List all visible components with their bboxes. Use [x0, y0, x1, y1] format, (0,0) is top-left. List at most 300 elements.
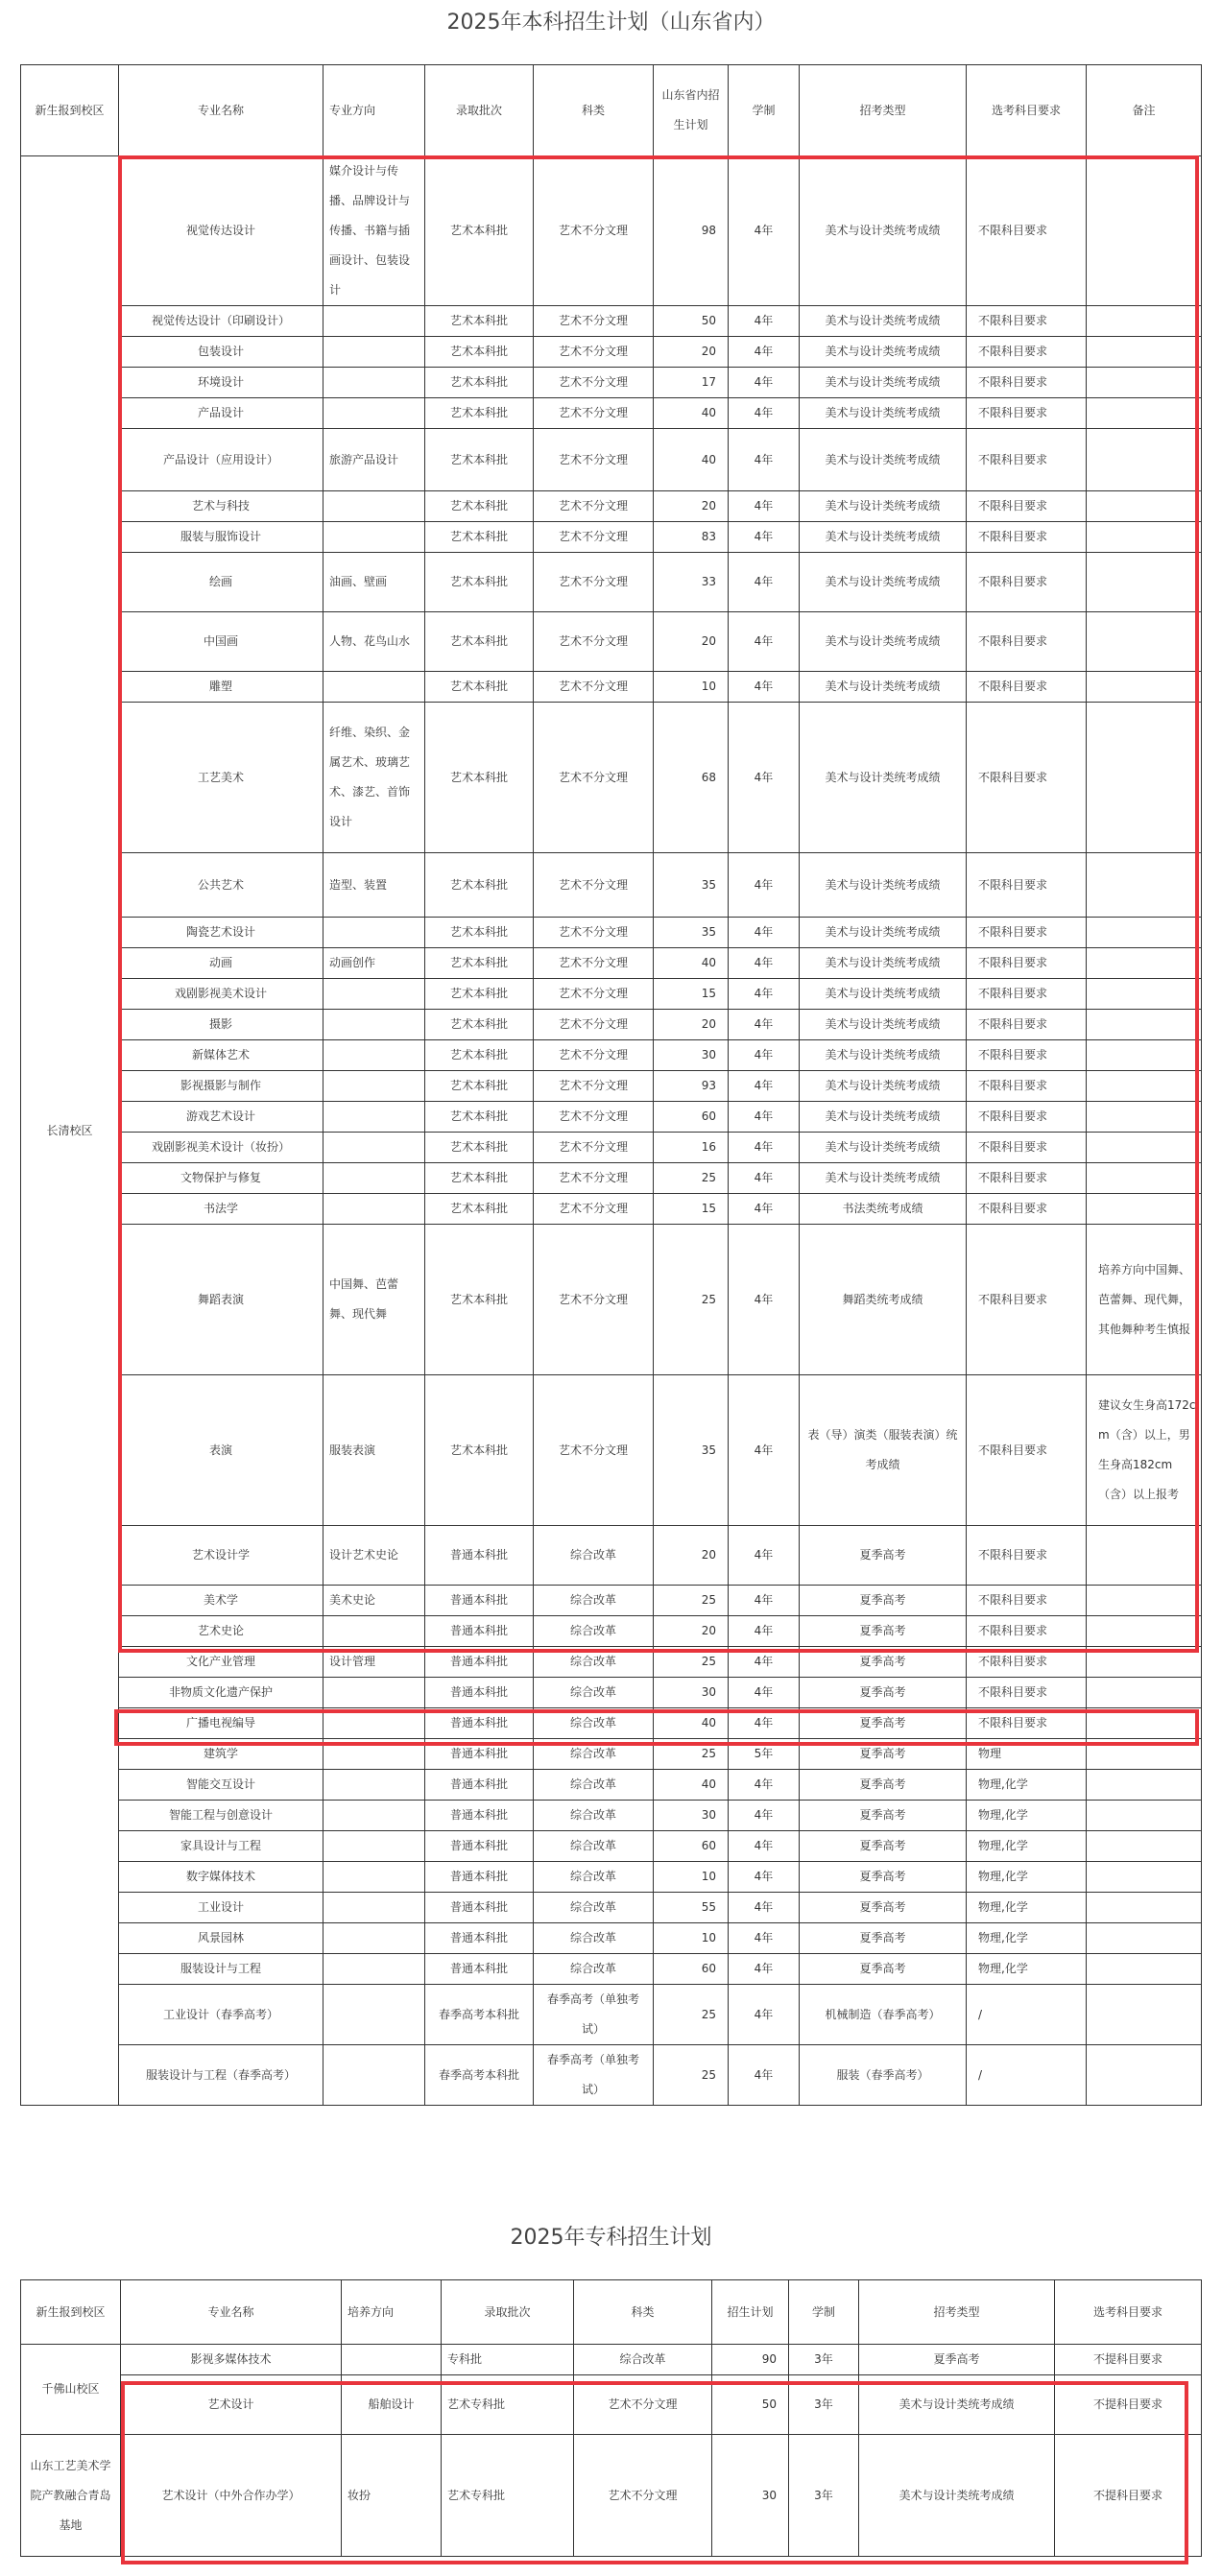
table-cell	[323, 1770, 425, 1801]
table-cell: 不限科目要求	[967, 672, 1087, 703]
table-cell: 艺术不分文理	[574, 2435, 712, 2557]
table-cell: 普通本科批	[425, 1954, 534, 1985]
table-cell: 艺术不分文理	[534, 1163, 654, 1194]
table-row	[21, 2435, 1202, 2557]
table-cell: 综合改革	[534, 1893, 654, 1923]
table-cell	[1087, 156, 1202, 306]
table-cell: 美术与设计类统考成绩	[800, 368, 967, 398]
table-cell: 建议女生身高172cm（含）以上，男生身高182cm（含）以上报考	[1087, 1375, 1202, 1526]
table-cell	[1087, 1071, 1202, 1102]
table-cell: 美术与设计类统考成绩	[800, 398, 967, 429]
table-cell: 4年	[729, 1375, 800, 1526]
table-cell: 综合改革	[534, 1616, 654, 1647]
table-cell: 雕塑	[119, 672, 323, 703]
table-cell: 艺术专科批	[442, 2435, 574, 2557]
table-cell: 不限科目要求	[967, 1647, 1087, 1678]
table-cell: 家具设计与工程	[119, 1831, 323, 1862]
table-cell: 夏季高考	[800, 1586, 967, 1616]
table-cell: 物理,化学	[967, 1923, 1087, 1954]
table-cell: 艺术不分文理	[534, 306, 654, 337]
table-cell: 夏季高考	[800, 1831, 967, 1862]
table-cell	[1087, 1194, 1202, 1225]
table-cell: 人物、花鸟山水	[323, 612, 425, 672]
table-cell: 美术学	[119, 1586, 323, 1616]
table-cell	[1087, 553, 1202, 612]
table-header-row	[21, 65, 1202, 156]
table-cell	[323, 672, 425, 703]
table-cell: 文物保护与修复	[119, 1163, 323, 1194]
table-cell: 美术与设计类统考成绩	[800, 1163, 967, 1194]
table-row	[21, 1133, 1202, 1163]
section-title: 2025年专科招生计划	[510, 2226, 712, 2250]
table-cell: 综合改革	[534, 1831, 654, 1862]
table-cell: 20	[654, 1010, 729, 1040]
table-cell: 不限科目要求	[967, 398, 1087, 429]
table-cell	[1087, 703, 1202, 853]
table-cell: 不限科目要求	[967, 1616, 1087, 1647]
table-cell: 不限科目要求	[967, 337, 1087, 368]
table-cell: 非物质文化遗产保护	[119, 1678, 323, 1708]
table-cell: 5年	[729, 1739, 800, 1770]
table-cell: 10	[654, 1862, 729, 1893]
table-cell: 夏季高考	[800, 1893, 967, 1923]
table-cell: 艺术本科批	[425, 703, 534, 853]
table-cell	[323, 398, 425, 429]
table-cell: 艺术本科批	[425, 1225, 534, 1375]
table-cell: 40	[654, 398, 729, 429]
table-row	[21, 1010, 1202, 1040]
header-cell: 学制	[789, 2280, 859, 2345]
table-cell: 产品设计	[119, 398, 323, 429]
table-cell: 培养方向中国舞、芭蕾舞、现代舞，其他舞种考生慎报	[1087, 1225, 1202, 1375]
table-cell: 美术与设计类统考成绩	[800, 948, 967, 979]
table-cell: 艺术设计	[121, 2375, 342, 2435]
table-cell: 普通本科批	[425, 1831, 534, 1862]
header-cell: 专业名称	[119, 65, 323, 156]
table-cell: 不限科目要求	[967, 368, 1087, 398]
table-cell: 40	[654, 1708, 729, 1739]
header-cell: 学制	[729, 65, 800, 156]
table-cell: 4年	[729, 979, 800, 1010]
table-cell	[323, 1954, 425, 1985]
table-cell: 4年	[729, 491, 800, 522]
table-cell: 不限科目要求	[967, 1194, 1087, 1225]
table-cell: 美术与设计类统考成绩	[800, 672, 967, 703]
table-cell: 20	[654, 491, 729, 522]
table-cell	[1087, 306, 1202, 337]
table-cell: 油画、壁画	[323, 553, 425, 612]
table-cell: 美术与设计类统考成绩	[800, 553, 967, 612]
table-cell	[323, 1831, 425, 1862]
table-cell	[1087, 429, 1202, 491]
table-cell: 4年	[729, 1893, 800, 1923]
table-cell: 数字媒体技术	[119, 1862, 323, 1893]
table-cell: 60	[654, 1102, 729, 1133]
table-cell	[1087, 1801, 1202, 1831]
table-cell: 美术与设计类统考成绩	[859, 2435, 1055, 2557]
table-cell: 10	[654, 1923, 729, 1954]
table-cell	[323, 306, 425, 337]
table-cell: 艺术本科批	[425, 306, 534, 337]
table-cell: 35	[654, 918, 729, 948]
junior-college-plan-table	[20, 2279, 1202, 2557]
table-row	[21, 491, 1202, 522]
table-cell: 动画创作	[323, 948, 425, 979]
table-cell: 舞蹈表演	[119, 1225, 323, 1375]
table-cell	[323, 2045, 425, 2106]
table-cell: 影视多媒体技术	[121, 2345, 342, 2375]
undergrad-plan-table	[20, 64, 1202, 2106]
table-row	[21, 2375, 1202, 2435]
table-cell: 普通本科批	[425, 1770, 534, 1801]
table-cell	[1087, 1102, 1202, 1133]
table-cell: 艺术与科技	[119, 491, 323, 522]
table-cell	[1087, 979, 1202, 1010]
table-row	[21, 1770, 1202, 1801]
table-row	[21, 1893, 1202, 1923]
table-cell	[1087, 1985, 1202, 2045]
table-cell: 艺术不分文理	[534, 156, 654, 306]
table-cell: 春季高考（单独考试）	[534, 2045, 654, 2106]
table-cell: 4年	[729, 1194, 800, 1225]
table-cell: 25	[654, 2045, 729, 2106]
table-cell: 夏季高考	[800, 1526, 967, 1586]
table-row	[21, 553, 1202, 612]
table-cell: 专科批	[442, 2345, 574, 2375]
table-row	[21, 1225, 1202, 1375]
table-cell: 普通本科批	[425, 1586, 534, 1616]
table-cell: 不限科目要求	[967, 1708, 1087, 1739]
table-cell: 30	[654, 1801, 729, 1831]
table-row	[21, 1985, 1202, 2045]
table-cell: 美术与设计类统考成绩	[800, 918, 967, 948]
table-cell: 摄影	[119, 1010, 323, 1040]
table-cell: 15	[654, 1194, 729, 1225]
table-cell: 4年	[729, 1102, 800, 1133]
table-cell: 物理,化学	[967, 1893, 1087, 1923]
table-cell: 艺术史论	[119, 1616, 323, 1647]
table-cell: 艺术不分文理	[534, 491, 654, 522]
table-cell: 春季高考本科批	[425, 1985, 534, 2045]
table-cell: 4年	[729, 522, 800, 553]
table-cell: 艺术不分文理	[534, 672, 654, 703]
table-row	[21, 2345, 1202, 2375]
table-cell: /	[967, 2045, 1087, 2106]
table-cell: 妆扮	[342, 2435, 442, 2557]
table-cell: 夏季高考	[800, 1923, 967, 1954]
table-row	[21, 1708, 1202, 1739]
table-cell: 普通本科批	[425, 1739, 534, 1770]
table-cell: 68	[654, 703, 729, 853]
table-cell: 工业设计（春季高考）	[119, 1985, 323, 2045]
table-cell	[1087, 368, 1202, 398]
table-cell	[323, 1194, 425, 1225]
table-cell: 艺术不分文理	[534, 948, 654, 979]
table-cell: 艺术本科批	[425, 398, 534, 429]
table-cell: 艺术本科批	[425, 1102, 534, 1133]
table-row	[21, 1616, 1202, 1647]
table-cell: 艺术不分文理	[534, 553, 654, 612]
header-cell: 招考类型	[800, 65, 967, 156]
table-cell: 4年	[729, 306, 800, 337]
table-cell: 视觉传达设计（印刷设计）	[119, 306, 323, 337]
table-cell: 艺术不分文理	[534, 368, 654, 398]
table-cell: 不限科目要求	[967, 156, 1087, 306]
table-cell: 夏季高考	[800, 1954, 967, 1985]
table-cell: 造型、装置	[323, 853, 425, 918]
table-cell: 艺术本科批	[425, 1163, 534, 1194]
table-cell: 夏季高考	[800, 1801, 967, 1831]
table-cell: 艺术本科批	[425, 918, 534, 948]
table-cell: 美术与设计类统考成绩	[800, 156, 967, 306]
table-cell: 25	[654, 1225, 729, 1375]
table-cell: 综合改革	[534, 1801, 654, 1831]
table-cell: 普通本科批	[425, 1678, 534, 1708]
table-cell: 中国画	[119, 612, 323, 672]
table-row	[21, 337, 1202, 368]
table-cell	[323, 1102, 425, 1133]
table-cell: 机械制造（春季高考）	[800, 1985, 967, 2045]
table-cell: 4年	[729, 1862, 800, 1893]
table-cell: 公共艺术	[119, 853, 323, 918]
table-cell: 4年	[729, 1923, 800, 1954]
table-cell: 综合改革	[534, 1708, 654, 1739]
table-cell: 服装设计与工程（春季高考）	[119, 2045, 323, 2106]
table-cell	[342, 2345, 442, 2375]
table-header-row	[21, 2280, 1202, 2345]
table-cell: 4年	[729, 1770, 800, 1801]
table-cell: 25	[654, 1647, 729, 1678]
table-cell	[1087, 1616, 1202, 1647]
table-cell: 环境设计	[119, 368, 323, 398]
table-cell: 艺术本科批	[425, 368, 534, 398]
table-cell	[1087, 1647, 1202, 1678]
table-row	[21, 1678, 1202, 1708]
table-cell: 综合改革	[534, 1678, 654, 1708]
table-cell	[1087, 1739, 1202, 1770]
table-cell: 综合改革	[534, 1739, 654, 1770]
table-cell: 设计管理	[323, 1647, 425, 1678]
header-cell: 招生计划	[712, 2280, 789, 2345]
table-cell: 60	[654, 1954, 729, 1985]
table-cell: 艺术不分文理	[534, 612, 654, 672]
table-cell: 艺术不分文理	[534, 703, 654, 853]
table-row	[21, 672, 1202, 703]
table-cell: 艺术本科批	[425, 672, 534, 703]
table-cell: 4年	[729, 853, 800, 918]
table-cell: 服装与服饰设计	[119, 522, 323, 553]
table-cell: 美术与设计类统考成绩	[800, 1040, 967, 1071]
table-cell: 4年	[729, 1954, 800, 1985]
table-cell	[323, 1071, 425, 1102]
table-row	[21, 918, 1202, 948]
table-row	[21, 1831, 1202, 1862]
table-cell: 艺术本科批	[425, 522, 534, 553]
table-cell: 不限科目要求	[967, 553, 1087, 612]
table-cell: 不限科目要求	[967, 306, 1087, 337]
table-cell: 视觉传达设计	[119, 156, 323, 306]
table-cell: 产品设计（应用设计）	[119, 429, 323, 491]
table-cell: 陶瓷艺术设计	[119, 918, 323, 948]
table-cell: 普通本科批	[425, 1526, 534, 1586]
table-row	[21, 1071, 1202, 1102]
table-cell: 美术史论	[323, 1586, 425, 1616]
table-cell	[1087, 1526, 1202, 1586]
table-cell	[323, 1708, 425, 1739]
header-cell: 新生报到校区	[21, 65, 119, 156]
table-cell: 综合改革	[534, 1862, 654, 1893]
table-cell: 艺术不分文理	[534, 1010, 654, 1040]
table-cell	[323, 1133, 425, 1163]
table-cell: 普通本科批	[425, 1708, 534, 1739]
table-cell: 30	[654, 1040, 729, 1071]
table-cell: 不限科目要求	[967, 703, 1087, 853]
table-cell	[1087, 522, 1202, 553]
table-cell: 4年	[729, 1133, 800, 1163]
campus-cell: 山东工艺美术学院产教融合青岛基地	[21, 2435, 121, 2557]
table-cell	[323, 1010, 425, 1040]
table-row	[21, 853, 1202, 918]
table-cell: 3年	[789, 2345, 859, 2375]
table-cell	[1087, 491, 1202, 522]
header-cell: 专业名称	[121, 2280, 342, 2345]
table-row	[21, 1375, 1202, 1526]
table-cell: 夏季高考	[800, 1770, 967, 1801]
table-cell	[323, 1862, 425, 1893]
table-cell: 文化产业管理	[119, 1647, 323, 1678]
header-cell: 科类	[574, 2280, 712, 2345]
table-cell: 艺术本科批	[425, 1133, 534, 1163]
table-cell: 服装（春季高考）	[800, 2045, 967, 2106]
table-cell: 综合改革	[534, 1526, 654, 1586]
table-cell: 夏季高考	[800, 1647, 967, 1678]
table-cell: 物理,化学	[967, 1801, 1087, 1831]
header-cell: 备注	[1087, 65, 1202, 156]
table-cell: 83	[654, 522, 729, 553]
table-row	[21, 612, 1202, 672]
table-cell: /	[967, 1985, 1087, 2045]
table-cell	[1087, 1010, 1202, 1040]
table-cell	[323, 368, 425, 398]
table-cell	[1087, 337, 1202, 368]
table-cell: 20	[654, 1526, 729, 1586]
table-cell: 美术与设计类统考成绩	[800, 429, 967, 491]
table-cell: 不限科目要求	[967, 1526, 1087, 1586]
table-cell: 不限科目要求	[967, 1225, 1087, 1375]
table-cell: 4年	[729, 337, 800, 368]
table-cell: 不限科目要求	[967, 429, 1087, 491]
table-cell	[1087, 948, 1202, 979]
table-cell: 4年	[729, 368, 800, 398]
table-cell: 综合改革	[534, 1923, 654, 1954]
table-cell: 不限科目要求	[967, 522, 1087, 553]
table-cell: 50	[712, 2375, 789, 2435]
table-cell: 普通本科批	[425, 1616, 534, 1647]
table-cell: 夏季高考	[800, 1739, 967, 1770]
table-cell: 25	[654, 1985, 729, 2045]
table-cell: 98	[654, 156, 729, 306]
table-cell: 物理,化学	[967, 1862, 1087, 1893]
table-cell: 普通本科批	[425, 1893, 534, 1923]
table-cell: 艺术不分文理	[534, 853, 654, 918]
table-row	[21, 948, 1202, 979]
table-row	[21, 1954, 1202, 1985]
table-cell: 艺术本科批	[425, 337, 534, 368]
table-row	[21, 1586, 1202, 1616]
table-cell	[323, 1616, 425, 1647]
table-cell	[323, 1923, 425, 1954]
table-cell: 20	[654, 1616, 729, 1647]
table-cell: 4年	[729, 1708, 800, 1739]
table-cell: 不限科目要求	[967, 1040, 1087, 1071]
campus-cell: 千佛山校区	[21, 2345, 121, 2435]
table-cell: 50	[654, 306, 729, 337]
table-cell: 30	[654, 1678, 729, 1708]
table-cell	[1087, 1678, 1202, 1708]
table-cell: 舞蹈类统考成绩	[800, 1225, 967, 1375]
header-cell: 招考类型	[859, 2280, 1055, 2345]
table-row	[21, 1102, 1202, 1133]
table-cell: 不提科目要求	[1055, 2435, 1202, 2557]
table-row	[21, 429, 1202, 491]
table-cell: 艺术不分文理	[574, 2375, 712, 2435]
table-cell: 春季高考本科批	[425, 2045, 534, 2106]
table-cell: 风景园林	[119, 1923, 323, 1954]
table-cell: 美术与设计类统考成绩	[800, 491, 967, 522]
table-cell: 不提科目要求	[1055, 2375, 1202, 2435]
header-cell: 培养方向	[342, 2280, 442, 2345]
table-cell	[323, 1040, 425, 1071]
table-cell: 综合改革	[534, 1770, 654, 1801]
table-cell: 美术与设计类统考成绩	[800, 853, 967, 918]
table-cell: 新媒体艺术	[119, 1040, 323, 1071]
table-row	[21, 1526, 1202, 1586]
table-cell: 普通本科批	[425, 1801, 534, 1831]
table-cell: 广播电视编导	[119, 1708, 323, 1739]
table-cell: 艺术不分文理	[534, 1102, 654, 1133]
table-cell: 60	[654, 1831, 729, 1862]
table-cell: 夏季高考	[800, 1678, 967, 1708]
table-cell: 艺术不分文理	[534, 337, 654, 368]
header-cell: 新生报到校区	[21, 2280, 121, 2345]
table-cell: 影视摄影与制作	[119, 1071, 323, 1102]
table-cell: 16	[654, 1133, 729, 1163]
table-cell	[1087, 1708, 1202, 1739]
header-cell: 选考科目要求	[1055, 2280, 1202, 2345]
header-cell: 选考科目要求	[967, 65, 1087, 156]
table-cell: 20	[654, 612, 729, 672]
table-cell: 艺术不分文理	[534, 918, 654, 948]
table-cell	[323, 979, 425, 1010]
table-cell: 艺术本科批	[425, 491, 534, 522]
table-row	[21, 2045, 1202, 2106]
table-cell: 4年	[729, 156, 800, 306]
table-cell: 艺术不分文理	[534, 522, 654, 553]
table-cell: 综合改革	[574, 2345, 712, 2375]
table-cell	[1087, 1831, 1202, 1862]
header-cell: 科类	[534, 65, 654, 156]
table-cell: 普通本科批	[425, 1923, 534, 1954]
table-cell: 4年	[729, 1616, 800, 1647]
table-cell: 游戏艺术设计	[119, 1102, 323, 1133]
table-cell	[1087, 1163, 1202, 1194]
table-cell	[1087, 1862, 1202, 1893]
table-cell: 不限科目要求	[967, 612, 1087, 672]
table-cell: 艺术本科批	[425, 948, 534, 979]
table-cell: 表演	[119, 1375, 323, 1526]
table-cell: 艺术不分文理	[534, 1375, 654, 1526]
table-cell: 包装设计	[119, 337, 323, 368]
